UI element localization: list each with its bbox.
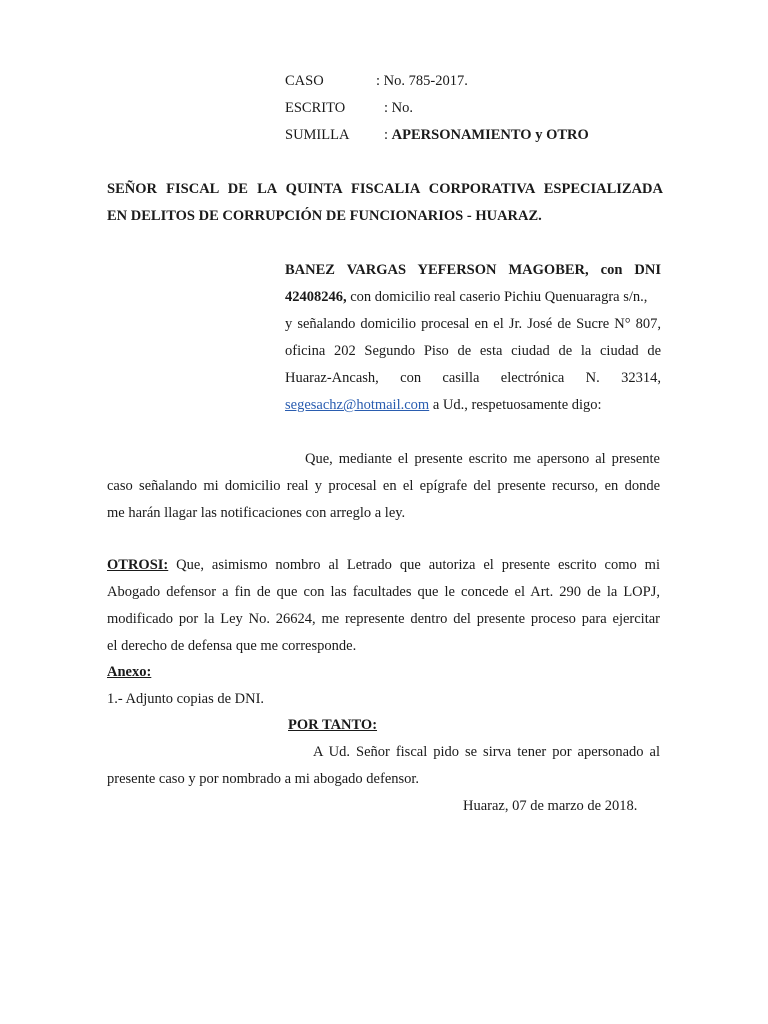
party-dni: 42408246, (285, 289, 347, 305)
party-line-6-rest: a Ud., respetuosamente digo: (429, 397, 602, 413)
sumilla-label: SUMILLA (285, 127, 350, 143)
body-line-3: me harán llagar las notificaciones con arreglo a ley. (107, 505, 406, 521)
party-line-2 (285, 284, 647, 311)
anexo-label: Anexo: (107, 664, 152, 680)
place-date: Huaraz, 07 de marzo de 2018. (463, 798, 638, 814)
escrito-value: : No. (384, 100, 413, 116)
closing-line-1: A Ud. Señor fiscal pido se sirva tener por apersonado al (313, 744, 660, 760)
email-link[interactable]: segesachz@hotmail.com (285, 397, 430, 413)
party-line-5: Huaraz-Ancash, con casilla electrónica N. 32314, (285, 370, 661, 386)
otrosi-line-4: el derecho de defensa que me corresponde. (107, 638, 357, 654)
otrosi-line-1-rest: Que, asimismo nombro al Letrado que autoriza el presente escrito como mi (168, 557, 660, 573)
anexo-item-1: 1.- Adjunto copias de DNI. (107, 691, 265, 707)
sumilla-value: APERSONAMIENTO y OTRO (391, 127, 589, 143)
body-line-1: Que, mediante el presente escrito me apersono al presente (305, 451, 660, 467)
addressee-line-1: SEÑOR FISCAL DE LA QUINTA FISCALIA CORPORATIVA ESPECIALIZADA (107, 181, 663, 197)
body-line-2: caso señalando mi domicilio real y procesal en el epígrafe del presente recurso, en donde (107, 478, 660, 494)
party-line-6 (285, 392, 602, 419)
por-tanto-heading: POR TANTO: (288, 717, 378, 733)
sumilla-row (384, 122, 589, 149)
otrosi-line-1 (107, 552, 660, 579)
party-line-2-rest: con domicilio real caserio Pichiu Quenuaragra s/n., (346, 289, 648, 305)
sumilla-separator: : (384, 127, 392, 143)
party-line-4: oficina 202 Segundo Piso de esta ciudad de la ciudad de (285, 343, 661, 359)
addressee-line-2: EN DELITOS DE CORRUPCIÓN DE FUNCIONARIOS - HUARAZ. (107, 208, 542, 224)
otrosi-line-2: Abogado defensor a fin de que con las facultades que le concede el Art. 290 de la LOPJ, (107, 584, 660, 600)
escrito-label: ESCRITO (285, 100, 346, 116)
caso-value: : No. 785-2017. (376, 73, 468, 89)
party-line-1: BANEZ VARGAS YEFERSON MAGOBER, con DNI (285, 262, 661, 278)
party-line-3: y señalando domicilio procesal en el Jr. José de Sucre N° 807, (285, 316, 661, 332)
closing-line-2: presente caso y por nombrado a mi abogado defensor. (107, 771, 420, 787)
caso-label: CASO (285, 73, 324, 89)
otrosi-line-3: modificado por la Ley No. 26624, me represente dentro del presente proceso para ejercitar (107, 611, 660, 627)
otrosi-label: OTROSI: (107, 557, 169, 573)
